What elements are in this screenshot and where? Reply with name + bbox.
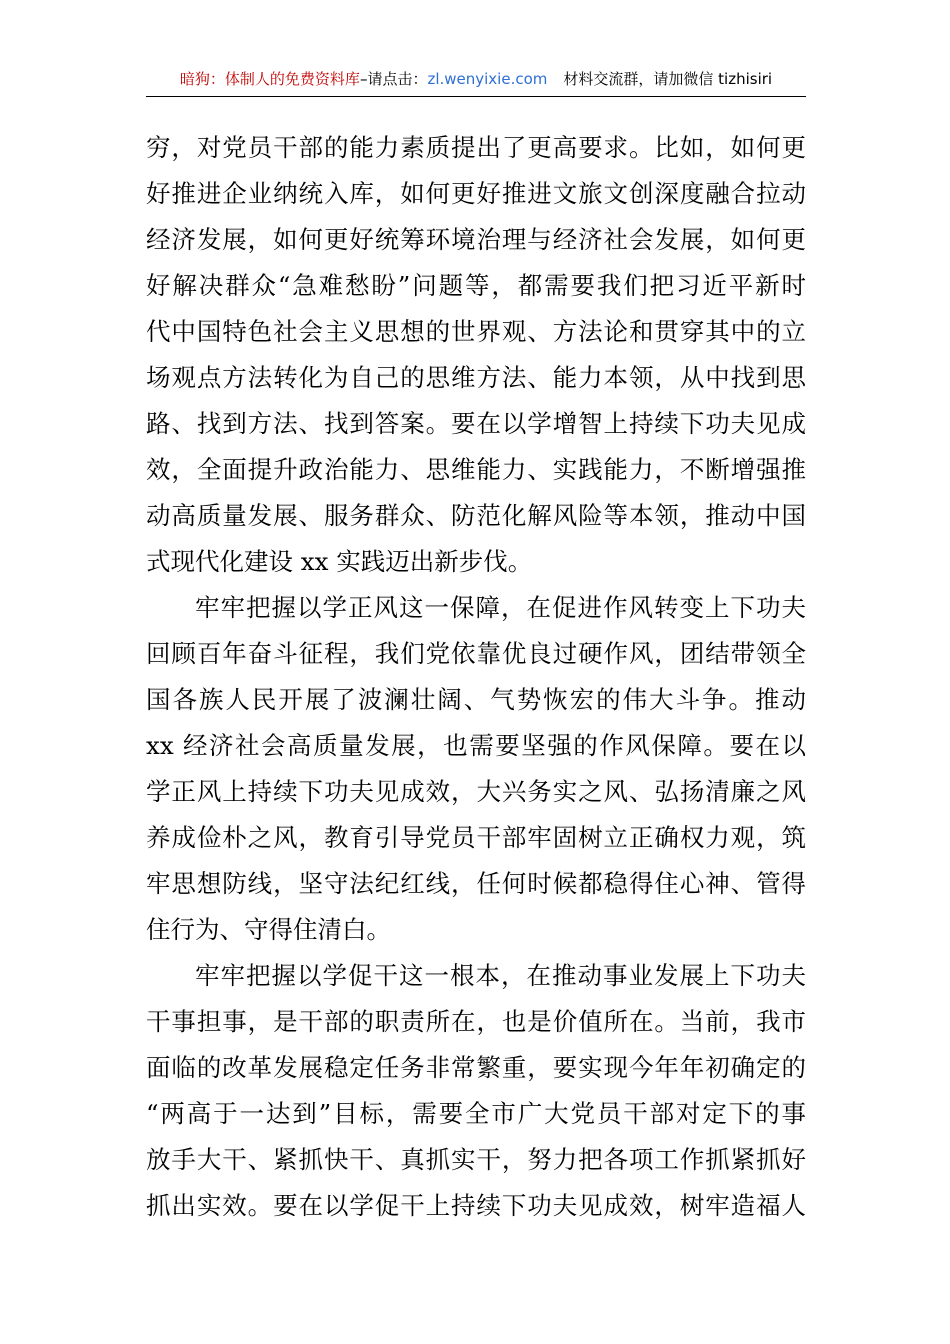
paragraph-heading-line: 牢牢把握以学促干这一根本，在推动事业发展上下功夫 <box>195 961 806 990</box>
page-header <box>146 66 806 97</box>
text-line: 国各族人民开展了波澜壮阔、气势恢宏的伟大斗争。推动 <box>146 685 806 714</box>
text-line: 干事担事，是干部的职责所在，也是价值所在。当前，我市 <box>146 1007 806 1036</box>
text-line: 放手大干、紧抓快干、真抓实干，努力把各项工作抓紧抓好 <box>146 1145 806 1174</box>
text-line: 学正风上持续下功夫见成效，大兴务实之风、弘扬清廉之风 <box>146 777 806 806</box>
text-line: 住行为、守得住清白。 <box>146 915 391 944</box>
text-line: 面临的改革发展稳定任务非常繁重，要实现今年年初确定的 <box>146 1053 806 1082</box>
text-line: 回顾百年奋斗征程，我们党依靠优良过硬作风，团结带领全 <box>146 639 806 668</box>
header-brand: 暗狗：体制人的免费资料库 <box>179 70 360 88</box>
text-line: 式现代化建设 xx 实践迈出新步伐。 <box>146 547 533 576</box>
text-line: “两高于一达到”目标，需要全市广大党员干部对定下的事 <box>146 1099 806 1128</box>
text-line: 动高质量发展、服务群众、防范化解风险等本领，推动中国 <box>146 501 806 530</box>
text-line: 牢思想防线，坚守法纪红线，任何时候都稳得住心神、管得 <box>146 869 806 898</box>
text-line: xx 经济社会高质量发展，也需要坚强的作风保障。要在以 <box>146 731 806 760</box>
header-click-prompt: –请点击： <box>359 70 428 88</box>
header-wechat-note: 材料交流群，请加微信 tizhisiri <box>563 70 773 88</box>
text-line: 抓出实效。要在以学促干上持续下功夫见成效，树牢造福人 <box>146 1191 806 1220</box>
text-line: 场观点方法转化为自己的思维方法、能力本领，从中找到思 <box>146 363 806 392</box>
text-line: 穷，对党员干部的能力素质提出了更高要求。比如，如何更 <box>146 133 806 162</box>
document-body <box>146 125 806 1229</box>
paragraph-heading-line: 牢牢把握以学正风这一保障，在促进作风转变上下功夫 <box>195 593 806 622</box>
text-line: 代中国特色社会主义思想的世界观、方法论和贯穿其中的立 <box>146 317 806 346</box>
header-url-link[interactable]: zl.wenyixie.com <box>427 70 548 88</box>
text-line: 好解决群众“急难愁盼”问题等，都需要我们把习近平新时 <box>146 271 806 300</box>
text-line: 效，全面提升政治能力、思维能力、实践能力，不断增强推 <box>146 455 806 484</box>
text-line: 养成俭朴之风，教育引导党员干部牢固树立正确权力观，筑 <box>146 823 806 852</box>
text-line: 好推进企业纳统入库，如何更好推进文旅文创深度融合拉动 <box>146 179 806 208</box>
text-line: 经济发展，如何更好统筹环境治理与经济社会发展，如何更 <box>146 225 806 254</box>
text-line: 路、找到方法、找到答案。要在以学增智上持续下功夫见成 <box>146 409 806 438</box>
